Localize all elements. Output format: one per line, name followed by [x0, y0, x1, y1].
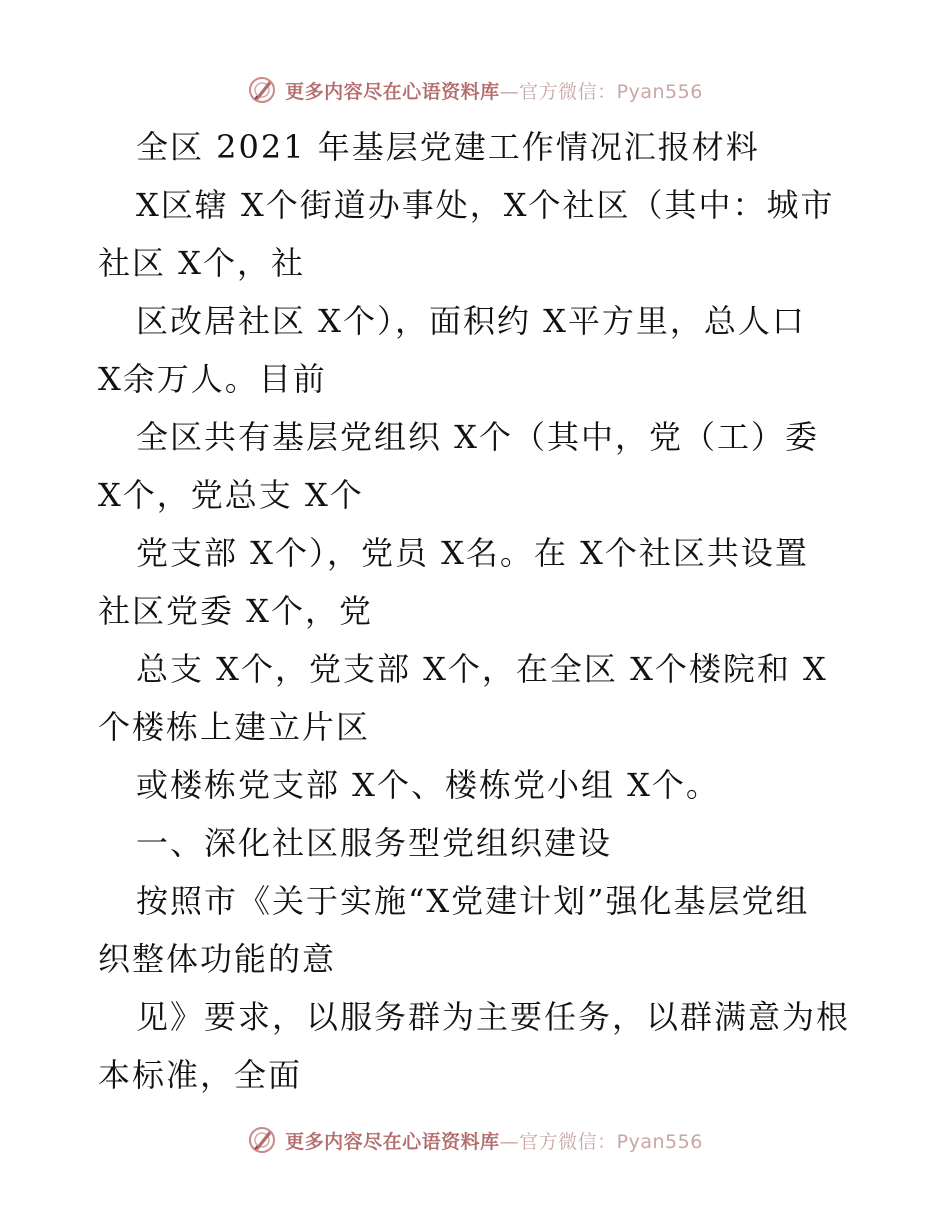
text-line: 或楼栋党支部 X个、楼栋党小组 X个。: [136, 766, 720, 804]
text-line: 按照市《关于实施“X党建计划”强化基层党组: [136, 882, 810, 920]
text-line: 总支 X个，党支部 X个，在全区 X个楼院和 X: [136, 650, 828, 688]
footer-watermark-tail: —官方微信：Pyan556: [499, 1130, 703, 1153]
text-line: 见》要求，以服务群为主要任务，以群满意为根: [136, 998, 851, 1036]
section-heading: 一、深化社区服务型党组织建设: [136, 824, 613, 862]
text-line: 全区共有基层党组织 X个（其中，党（工）委: [136, 418, 819, 456]
text-line: X个，党总支 X个: [98, 476, 364, 514]
text-line: 织整体功能的意: [98, 940, 337, 978]
document-title: 全区 2021 年基层党建工作情况汇报材料: [136, 128, 760, 166]
footer-watermark: [0, 1120, 950, 1160]
text-line: X区辖 X个街道办事处，X个社区（其中：城市: [136, 186, 835, 224]
text-line: 个楼栋上建立片区: [98, 708, 371, 746]
text-line: X余万人。目前: [98, 360, 327, 398]
text-line: 区改居社区 X个），面积约 X平方里，总人口: [136, 302, 806, 340]
text-line: 社区 X个，社: [98, 244, 305, 282]
header-watermark-main: 更多内容尽在心语资料库: [285, 80, 500, 103]
quill-logo-icon: [247, 1125, 277, 1155]
text-line: 本标准，全面: [98, 1056, 303, 1094]
header-watermark: [0, 70, 950, 110]
text-line: 党支部 X个），党员 X名。在 X个社区共设置: [136, 534, 809, 572]
header-watermark-tail: —官方微信：Pyan556: [499, 80, 703, 103]
footer-watermark-main: 更多内容尽在心语资料库: [285, 1130, 500, 1153]
text-line: 社区党委 X个，党: [98, 592, 373, 630]
document-body: [98, 118, 858, 1104]
quill-logo-icon: [247, 75, 277, 105]
